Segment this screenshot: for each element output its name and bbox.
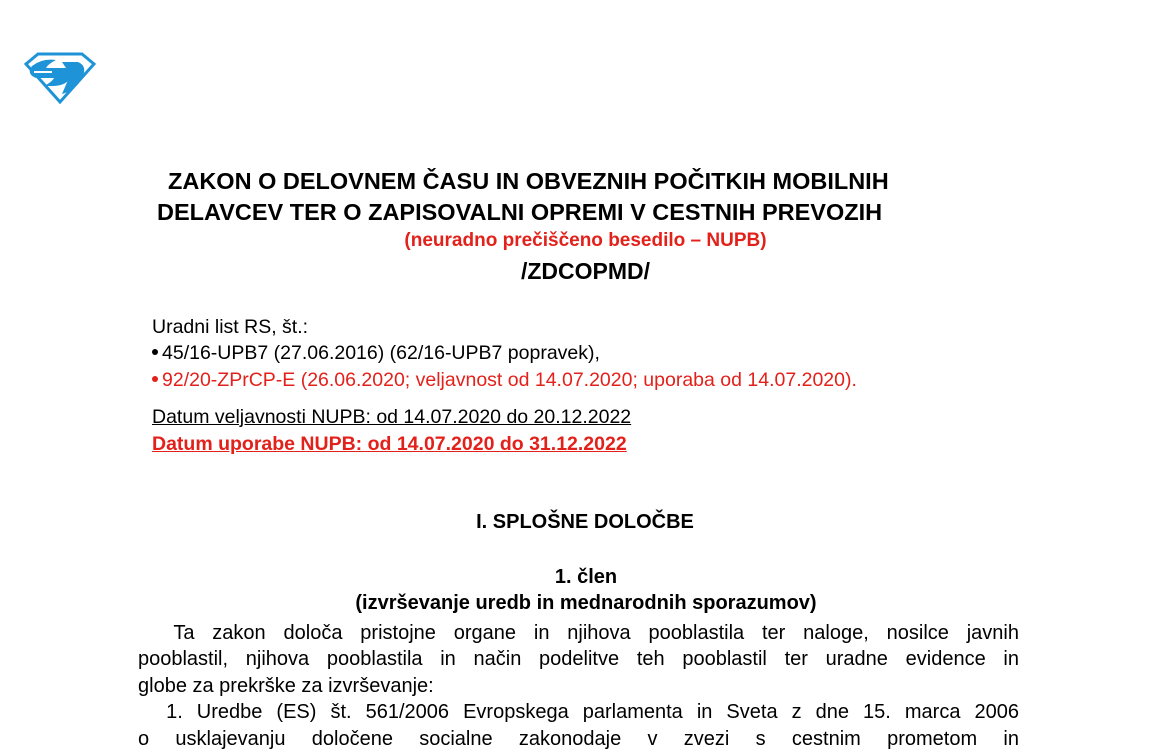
bullet-icon: [152, 349, 158, 355]
article-text-line: pooblastil, njihova pooblastila in način podelitve teh pooblastil ter uradne evidence in: [138, 648, 1019, 670]
article-text-line: Ta zakon določa pristojne organe in njihova pooblastila ter naloge, nosilce javnih: [138, 622, 1019, 644]
article-title: (izvrševanje uredb in mednarodnih sporazumov): [355, 592, 817, 614]
sd-logo-icon: [22, 50, 96, 104]
article-text-line: globe za prekrške za izvrševanje:: [138, 675, 434, 697]
document-title-line-2: DELAVCEV TER O ZAPISOVALNI OPREMI V CESTNIH PREVOZIH: [157, 199, 883, 225]
register-entry-text: 92/20-ZPrCP-E (26.06.2020; veljavnost od 14.07.2020; uporaba od 14.07.2020).: [162, 369, 857, 391]
document-abbreviation: /ZDCOPMD/: [520, 258, 651, 284]
article-number: 1. člen: [554, 566, 618, 588]
document-subtitle: (neuradno prečiščeno besedilo – NUPB): [404, 230, 767, 251]
article-text-line: 1. Uredbe (ES) št. 561/2006 Evropskega parlamenta in Sveta z dne 15. marca 2006: [138, 701, 1019, 723]
application-date: Datum uporabe NUPB: od 14.07.2020 do 31.12.2022: [152, 433, 627, 455]
register-entry-text: 45/16-UPB7 (27.06.2016) (62/16-UPB7 popravek),: [162, 342, 600, 364]
validity-date: Datum veljavnosti NUPB: od 14.07.2020 do 20.12.2022: [152, 406, 632, 428]
register-entry: [152, 340, 600, 366]
chapter-heading: I. SPLOŠNE DOLOČBE: [476, 511, 694, 533]
document-title-line-1: ZAKON O DELOVNEM ČASU IN OBVEZNIH POČITKIH MOBILNIH: [168, 168, 889, 194]
register-heading: Uradni list RS, št.:: [152, 316, 309, 338]
register-entry: [152, 367, 857, 393]
bullet-icon: [152, 376, 158, 382]
article-text-line: o usklajevanju določene socialne zakonodaje v zvezi s cestnim prometom in: [138, 728, 1019, 750]
